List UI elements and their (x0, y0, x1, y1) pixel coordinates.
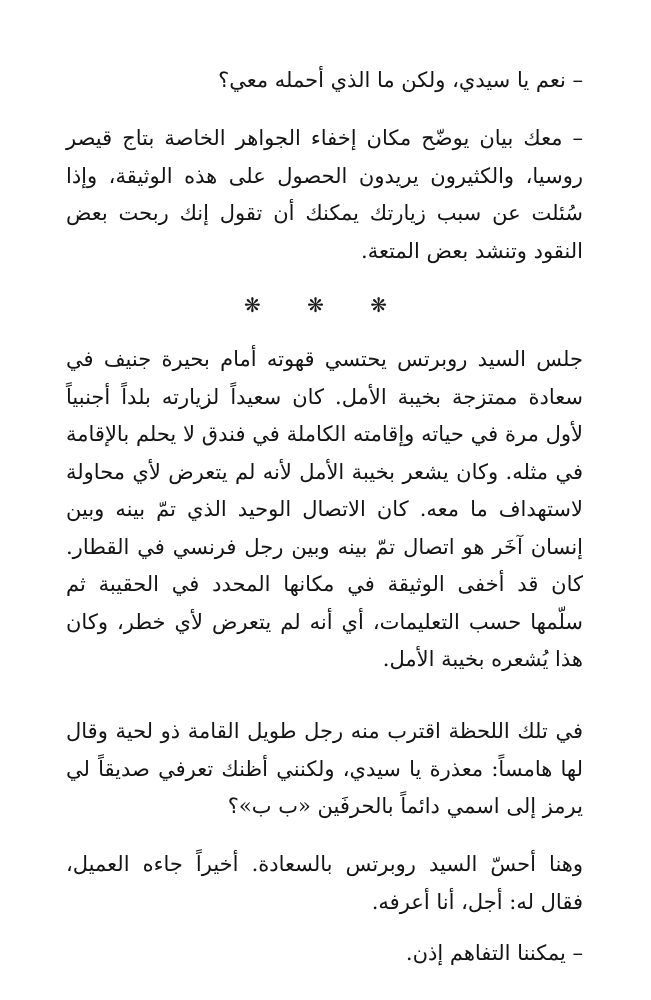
narrative-paragraph-2: في تلك اللحظة اقترب منه رجل طويل القامة ذو لحية وقال لها هامساً: معذرة يا سيدي، ولكنني أظنك تعرفي صديقاً لي يرمز إلى اسمي دائماً بالحرفَين «ب ب»؟ (66, 719, 583, 818)
narrative-paragraph-3: وهنا أحسّ السيد روبرتس بالسعادة. أخيراً جاءه العميل، فقال له: أجل، أنا أعرفه. (66, 852, 583, 914)
dialogue-paragraph-1: – نعم يا سيدي، ولكن ما الذي أحمله معي؟ (218, 68, 583, 92)
section-separator: ❋ ❋ ❋ (244, 293, 407, 317)
narrative-paragraph-1: جلس السيد روبرتس يحتسي قهوته أمام بحيرة جنيف في سعادة ممتزجة بخيبة الأمل. كان سعيداً لزيارته بلداً أجنبياً لأول مرة في حياته وإقامته الكاملة في فندق لا يحلم بالإقامة في مثله. وكان يشعر بخيبة الأمل لأنه لم يتعرض لأي محاولة لاستهداف ما معه. كان الاتصال الوحيد الذي تمّ بينه وبين إنسان آخَر هو اتصال تمّ بينه وبين رجل فرنسي في القطار. كان قد أخفى الوثيقة في مكانها المحدد في الحقيبة ثم سلّمها حسب التعليمات، أي أنه لم يتعرض لأي خطر، وكان هذا يُشعره بخيبة الأمل. (66, 347, 583, 671)
dialogue-paragraph-2: – معك بيان يوضّح مكان إخفاء الجواهر الخاصة بتاج قيصر روسيا، والكثيرون يريدون الحصول على هذه الوثيقة، وإذا سُئلت عن سبب زيارتك يمكنك أن تقول إنك ربحت بعض النقود وتنشد بعض المتعة. (66, 126, 583, 263)
dialogue-paragraph-3: – يمكننا التفاهم إذن. (405, 941, 583, 965)
